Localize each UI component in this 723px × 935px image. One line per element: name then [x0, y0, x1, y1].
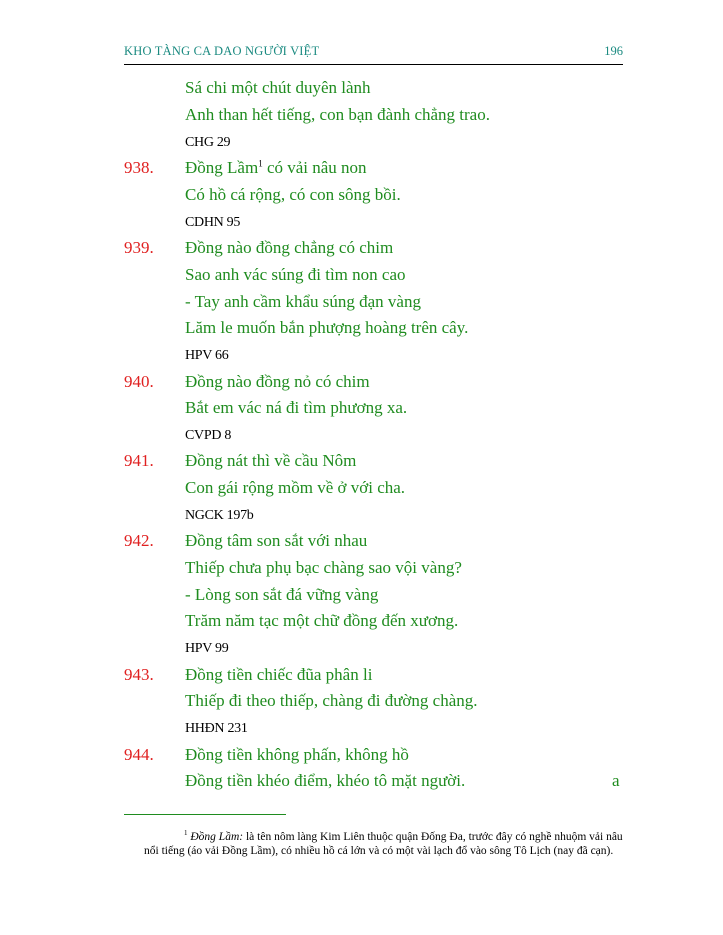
- page-number: 196: [604, 44, 623, 58]
- entry-number: 940.: [124, 372, 154, 391]
- verse-line: Đồng tiền không phấn, không hồ: [185, 745, 409, 764]
- verse-text: Đồng Lầm: [185, 158, 259, 177]
- verse-line: Đồng nào đồng chẳng có chim: [185, 238, 394, 257]
- verse-line: Đồng nát thì về cầu Nôm: [185, 451, 357, 470]
- verse-line: - Tay anh cầm khẩu súng đạn vàng: [185, 292, 421, 311]
- verse-line: Đồng nào đồng nỏ có chim: [185, 372, 370, 391]
- source-ref: HPV 66: [185, 348, 229, 363]
- source-ref: CDHN 95: [185, 215, 241, 230]
- footnote-marker: 1: [184, 829, 188, 837]
- verse-line: - Lòng son sắt đá vững vàng: [185, 585, 379, 604]
- entry-number: 942.: [124, 531, 154, 550]
- page-header: [124, 44, 623, 65]
- verse-line: [185, 158, 367, 178]
- entry-number: 943.: [124, 665, 154, 684]
- footnote-divider: [124, 814, 286, 815]
- verse-line: Con gái rộng mồm về ở với cha.: [185, 478, 406, 497]
- entry-number: 938.: [124, 158, 154, 177]
- verse-line: Bắt em vác ná đi tìm phương xa.: [185, 398, 408, 417]
- source-ref: CHG 29: [185, 135, 231, 150]
- footnote-ref: 1: [258, 158, 263, 169]
- verse-line: Trăm năm tạc một chữ đồng đến xương.: [185, 611, 459, 630]
- footnote-text: là tên nôm làng Kim Liên thuộc quận Đống Đa, trước đây có nghề nhuộm vải nâu nổi tiếng (áo vải Đồng Lầm), có nhiều hồ cá lớn và có một vài lạch đổ vào sông Tô Lịch (nay đã cạn).: [144, 830, 623, 857]
- verse-text: có vải nâu non: [262, 158, 367, 177]
- verse-line: Sao anh vác súng đi tìm non cao: [185, 265, 406, 284]
- entry-number: 944.: [124, 745, 154, 764]
- verse-line: Đồng tâm son sắt với nhau: [185, 531, 368, 550]
- verse-line: Anh than hết tiếng, con bạn đành chẳng trao.: [185, 105, 490, 124]
- verse-line: Đồng tiền chiếc đũa phân li: [185, 665, 373, 684]
- verse-line: Thiếp chưa phụ bạc chàng sao vội vàng?: [185, 558, 462, 577]
- verse-line: Lăm le muốn bắn phượng hoàng trên cây.: [185, 318, 469, 337]
- verse-line: Sá chi một chút duyên lành: [185, 78, 371, 97]
- verse-line: Thiếp đi theo thiếp, chàng đi đường chàng.: [185, 691, 478, 710]
- entry-number: 941.: [124, 451, 154, 470]
- footnote: [144, 826, 632, 858]
- source-ref: CVPD 8: [185, 428, 232, 443]
- stray-character: a: [612, 771, 620, 790]
- footnote-term: Đồng Lầm:: [190, 830, 244, 843]
- verse-line: Đồng tiền khéo điểm, khéo tô mặt người.: [185, 771, 466, 790]
- source-ref: HPV 99: [185, 641, 229, 656]
- source-ref: HHĐN 231: [185, 721, 248, 736]
- verse-line: Có hồ cá rộng, có con sông bồi.: [185, 185, 401, 204]
- book-title: KHO TÀNG CA DAO NGƯỜI VIỆT: [124, 44, 320, 58]
- entry-number: 939.: [124, 238, 154, 257]
- source-ref: NGCK 197b: [185, 508, 254, 523]
